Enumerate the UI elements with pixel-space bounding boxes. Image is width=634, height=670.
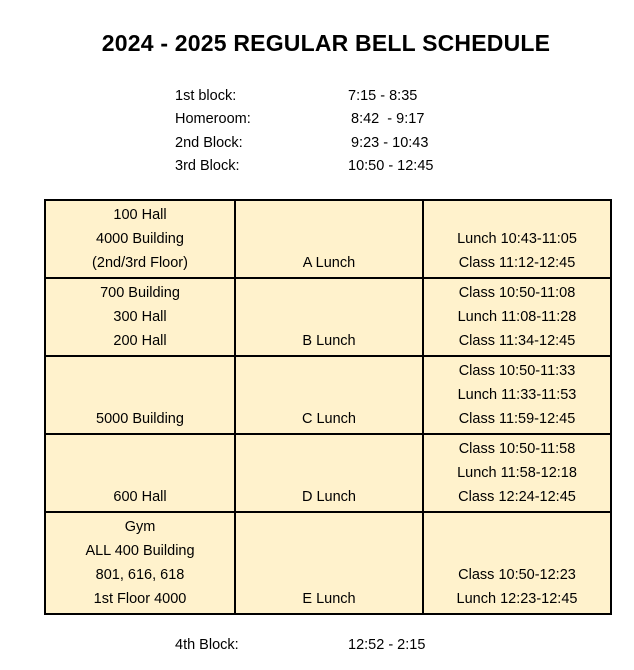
times-cell xyxy=(423,512,611,614)
time-slot: Class 10:50-12:23 xyxy=(458,567,576,583)
table-row xyxy=(45,512,611,614)
time-slot: Class 10:50-11:58 xyxy=(458,441,576,457)
schedule-time: 9:23 - 10:43 xyxy=(347,135,429,151)
time-slot: Class 10:50-11:33 xyxy=(458,363,576,379)
hall-name: 200 Hall xyxy=(113,333,167,349)
schedule-time: 8:42 - 9:17 xyxy=(347,111,425,127)
lunch-name: D Lunch xyxy=(301,489,356,505)
schedule-label: 2nd Block: xyxy=(175,135,243,151)
hall-name: 1st Floor 4000 xyxy=(93,591,187,607)
halls-cell xyxy=(45,278,235,356)
times-cell xyxy=(423,200,611,278)
table-row xyxy=(45,278,611,356)
time-slot: Class 11:12-12:45 xyxy=(458,255,576,271)
schedule-time: 12:52 - 2:15 xyxy=(348,637,426,653)
hall-name: ALL 400 Building xyxy=(85,543,195,559)
halls-cell xyxy=(45,200,235,278)
lunch-schedule-table xyxy=(44,199,612,615)
lunch-name: A Lunch xyxy=(302,255,356,271)
table-row xyxy=(45,200,611,278)
schedule-label: 4th Block: xyxy=(175,637,239,653)
time-slot: Class 12:24-12:45 xyxy=(458,489,576,505)
hall-name: Gym xyxy=(124,519,156,535)
lunch-name-cell xyxy=(235,512,423,614)
table-row xyxy=(45,434,611,512)
hall-name: 700 Building xyxy=(100,285,180,301)
time-slot: Class 11:59-12:45 xyxy=(458,411,576,427)
lunch-name-cell xyxy=(235,434,423,512)
times-cell xyxy=(423,278,611,356)
schedule-time: 10:50 - 12:45 xyxy=(348,158,434,174)
time-slot: Class 11:34-12:45 xyxy=(458,333,576,349)
hall-name: 801, 616, 618 xyxy=(95,567,185,583)
time-slot: Lunch 11:08-11:28 xyxy=(457,309,577,325)
hall-name: 600 Hall xyxy=(113,489,167,505)
halls-cell xyxy=(45,356,235,434)
lunch-name-cell xyxy=(235,356,423,434)
lunch-name-cell xyxy=(235,278,423,356)
hall-name: 5000 Building xyxy=(96,411,184,427)
schedule-label: 1st block: xyxy=(175,88,237,104)
halls-cell xyxy=(45,434,235,512)
hall-name: 100 Hall xyxy=(113,207,167,223)
hall-name: (2nd/3rd Floor) xyxy=(92,255,188,271)
halls-cell xyxy=(45,512,235,614)
schedule-time: 7:15 - 8:35 xyxy=(348,88,418,104)
page-title: 2024 - 2025 REGULAR BELL SCHEDULE xyxy=(101,30,551,56)
schedule-label: Homeroom: xyxy=(175,111,251,127)
time-slot: Class 10:50-11:08 xyxy=(458,285,576,301)
hall-name: 300 Hall xyxy=(113,309,167,325)
table-row xyxy=(45,356,611,434)
time-slot: Lunch 10:43-11:05 xyxy=(457,231,577,247)
lunch-name: C Lunch xyxy=(301,411,356,427)
lunch-name-cell xyxy=(235,200,423,278)
time-slot: Lunch 11:58-12:18 xyxy=(457,465,577,481)
lunch-name: E Lunch xyxy=(302,591,356,607)
schedule-label: 3rd Block: xyxy=(175,158,240,174)
times-cell xyxy=(423,434,611,512)
lunch-name: B Lunch xyxy=(302,333,356,349)
time-slot: Lunch 11:33-11:53 xyxy=(457,387,577,403)
times-cell xyxy=(423,356,611,434)
hall-name: 4000 Building xyxy=(96,231,184,247)
time-slot: Lunch 12:23-12:45 xyxy=(456,591,578,607)
